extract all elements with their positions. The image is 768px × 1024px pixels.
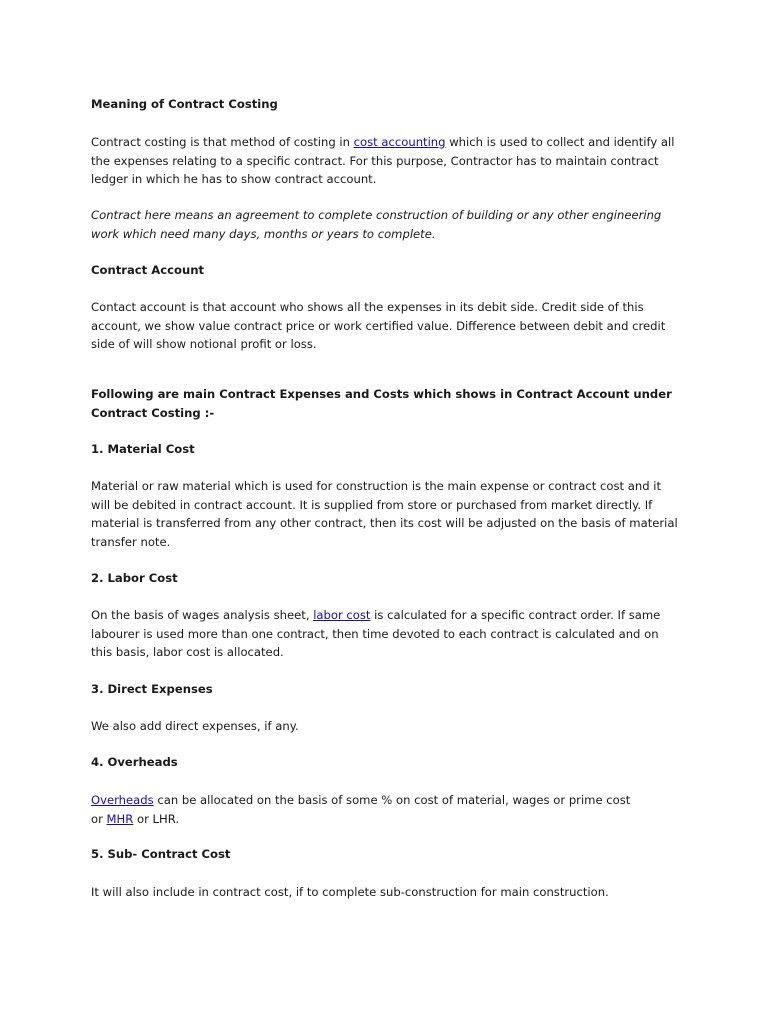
heading-expenses-list: Following are main Contract Expenses and Costs which shows in Contract Account under Contract Costing :- bbox=[91, 387, 672, 420]
text: can be allocated on the basis of some % on cost of material, wages or prime cost bbox=[153, 793, 631, 807]
heading-meaning: Meaning of Contract Costing bbox=[91, 97, 278, 111]
text: which is used to collect and identify all the expenses relating to a specific contract. For this purpose, Contractor has to maintain contract ledger in which he has to show contract account. bbox=[91, 135, 675, 187]
paragraph-contract-account: Contact account is that account who shows all the expenses in its debit side. Credit side of this account, we show value contract price or work certified value. Difference between debit and credit side of will show notional profit or loss. bbox=[91, 300, 666, 352]
text: or LHR. bbox=[133, 811, 180, 826]
heading-material-cost: 1. Material Cost bbox=[91, 442, 195, 456]
overheads-link[interactable]: Overheads bbox=[91, 793, 154, 807]
heading-labor-cost: 2. Labor Cost bbox=[91, 571, 178, 585]
text: Contract costing is that method of costing in bbox=[91, 135, 354, 149]
cost-accounting-link[interactable]: cost accounting bbox=[353, 135, 446, 149]
text: On the basis of wages analysis sheet, bbox=[91, 608, 314, 622]
heading-overheads: 4. Overheads bbox=[91, 755, 178, 769]
mhr-link[interactable]: MHR bbox=[106, 811, 134, 826]
labor-cost-link[interactable]: labor cost bbox=[313, 608, 371, 622]
heading-sub-contract-cost: 5. Sub- Contract Cost bbox=[91, 847, 231, 861]
heading-direct-expenses: 3. Direct Expenses bbox=[91, 682, 213, 696]
text: or bbox=[91, 811, 107, 826]
text: is calculated for a specific contract order. If same labourer is used more than one contract, then time devoted to each contract is calculated and on this basis, labor cost is allocated. bbox=[91, 608, 661, 660]
paragraph-labor-cost bbox=[91, 606, 681, 662]
paragraph-material-cost: Material or raw material which is used for construction is the main expense or contract cost and it will be debited in contract account. It is supplied from store or purchased from market directly. If material is transferred from any other contract, then its cost will be adjusted on the basis of material transfer note. bbox=[91, 479, 678, 549]
paragraph-contract-meaning: Contract here means an agreement to complete construction of building or any other engineering work which need many days, months or years to complete. bbox=[91, 208, 662, 241]
heading-contract-account: Contract Account bbox=[91, 263, 204, 277]
paragraph-direct-expenses: We also add direct expenses, if any. bbox=[91, 719, 299, 733]
paragraph-overheads bbox=[91, 791, 681, 828]
paragraph-definition bbox=[91, 133, 681, 189]
paragraph-sub-contract-cost: It will also include in contract cost, if to complete sub-construction for main construction. bbox=[91, 885, 609, 899]
